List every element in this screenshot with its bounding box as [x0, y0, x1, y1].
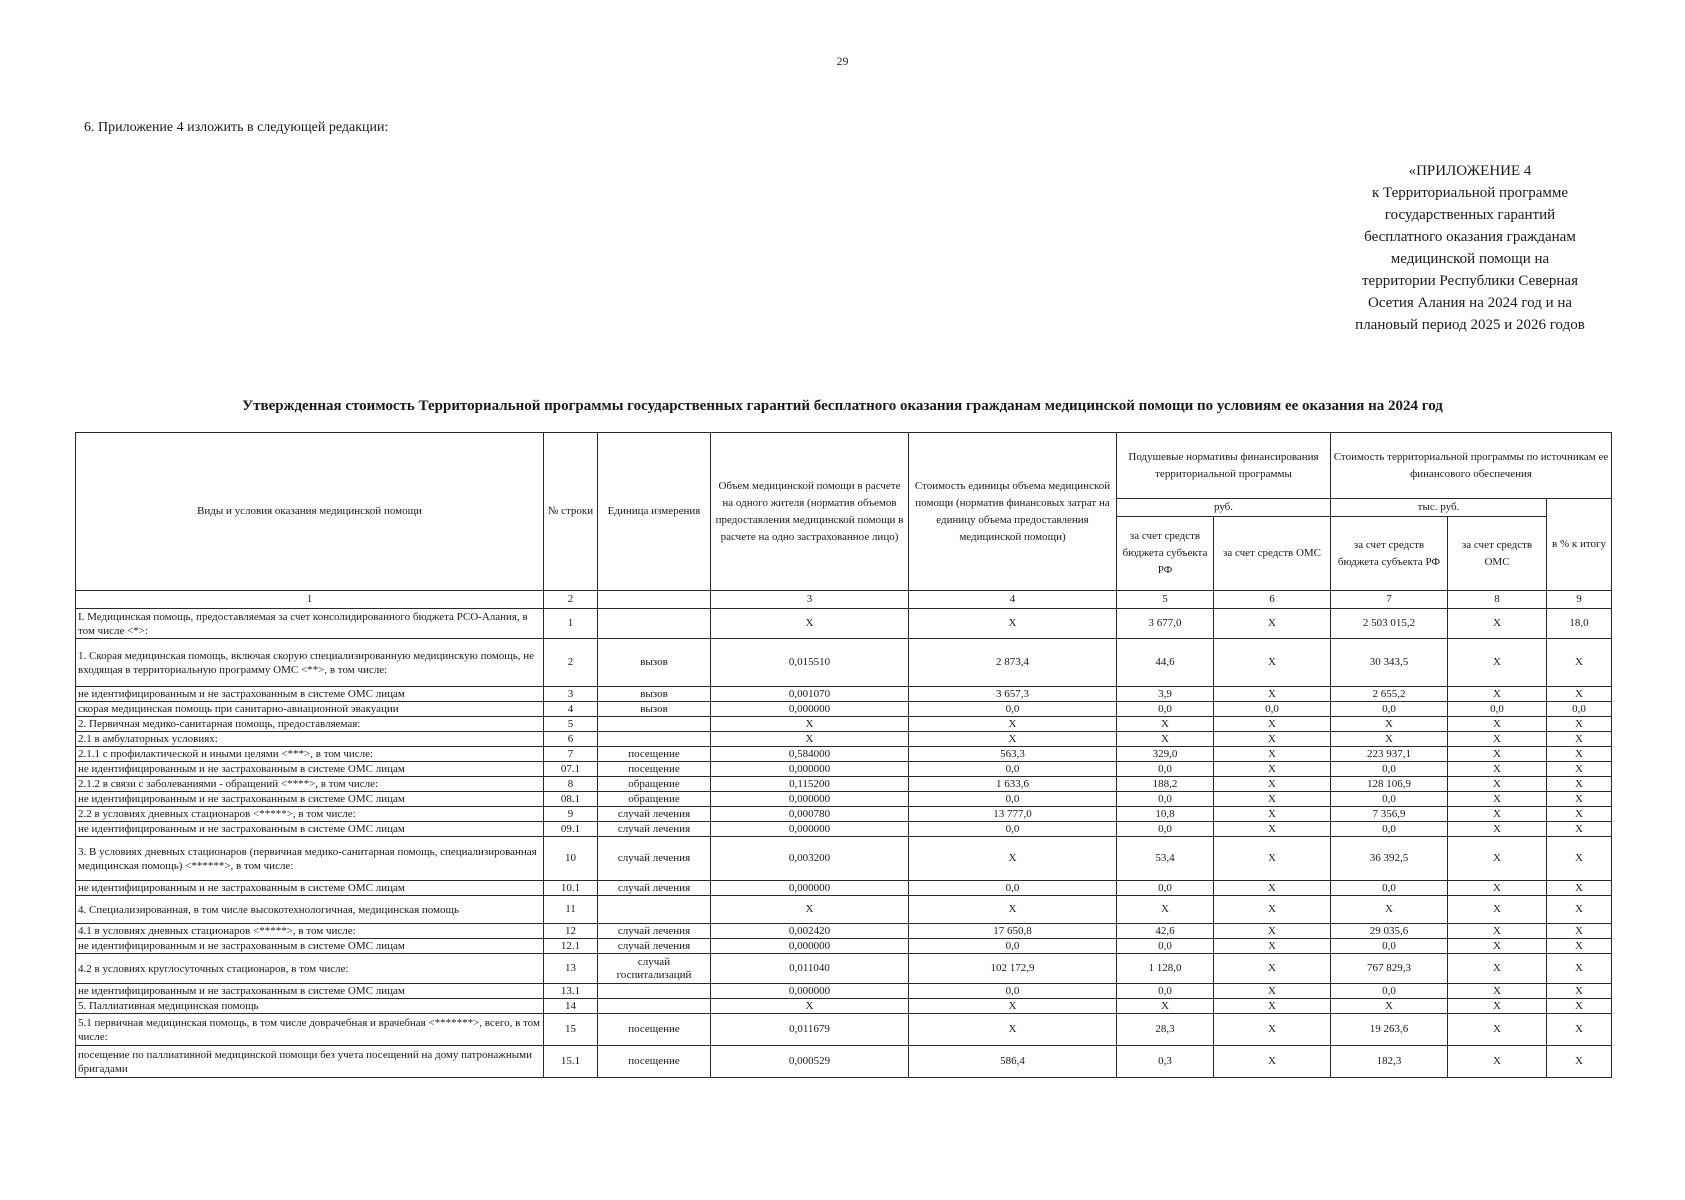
row-volume: 0,000780 [711, 807, 909, 822]
row-oms-total: X [1448, 999, 1547, 1014]
row-oms-total: X [1448, 792, 1547, 807]
row-budget-total: 2 503 015,2 [1331, 609, 1448, 639]
row-unit: посещение [598, 762, 711, 777]
row-unit: вызов [598, 639, 711, 687]
row-oms-total: X [1448, 747, 1547, 762]
row-unit-cost: X [909, 999, 1117, 1014]
row-budget-per-capita: 0,3 [1117, 1046, 1214, 1078]
row-budget-total: 2 655,2 [1331, 687, 1448, 702]
row-budget-total: 223 937,1 [1331, 747, 1448, 762]
row-percent: X [1547, 822, 1612, 837]
row-percent: X [1547, 777, 1612, 792]
row-percent: X [1547, 1046, 1612, 1078]
row-unit-cost: 13 777,0 [909, 807, 1117, 822]
row-description: 2.2 в условиях дневных стационаров <*****>, в том числе: [76, 807, 544, 822]
row-unit: обращение [598, 777, 711, 792]
row-oms-total: X [1448, 881, 1547, 896]
row-unit: случай лечения [598, 924, 711, 939]
row-description: 2.1.2 в связи с заболеваниями - обращений <****>, в том числе: [76, 777, 544, 792]
row-percent: X [1547, 687, 1612, 702]
row-budget-per-capita: 0,0 [1117, 939, 1214, 954]
row-unit: вызов [598, 687, 711, 702]
row-percent: X [1547, 939, 1612, 954]
row-unit-cost: 586,4 [909, 1046, 1117, 1078]
row-volume: X [711, 717, 909, 732]
row-oms-total: X [1448, 777, 1547, 792]
column-number: 9 [1547, 591, 1612, 609]
column-number: 6 [1214, 591, 1331, 609]
row-number: 12.1 [544, 939, 598, 954]
row-volume: 0,002420 [711, 924, 909, 939]
row-number: 5 [544, 717, 598, 732]
row-percent: X [1547, 807, 1612, 822]
row-budget-total: 30 343,5 [1331, 639, 1448, 687]
row-budget-total: 7 356,9 [1331, 807, 1448, 822]
row-unit: вызов [598, 702, 711, 717]
row-percent: X [1547, 924, 1612, 939]
row-oms-total: X [1448, 639, 1547, 687]
row-oms-total: X [1448, 837, 1547, 881]
row-oms-total: X [1448, 924, 1547, 939]
header-thousand-rub: тыс. руб. [1331, 499, 1547, 517]
row-unit-cost: X [909, 717, 1117, 732]
table-row [76, 732, 1612, 747]
row-budget-total: 19 263,6 [1331, 1014, 1448, 1046]
header-kinds: Виды и условия оказания медицинской помощи [76, 433, 544, 591]
header-rub: руб. [1117, 499, 1331, 517]
row-number: 10 [544, 837, 598, 881]
row-oms-per-capita: X [1214, 609, 1331, 639]
row-oms-per-capita: X [1214, 807, 1331, 822]
row-description: I. Медицинская помощь, предоставляемая за счет консолидированного бюджета РСО-Алания, в том числе <*>: [76, 609, 544, 639]
table-row [76, 924, 1612, 939]
row-number: 9 [544, 807, 598, 822]
row-oms-total: X [1448, 732, 1547, 747]
row-oms-total: X [1448, 687, 1547, 702]
table-row [76, 1046, 1612, 1078]
row-volume: 0,011679 [711, 1014, 909, 1046]
column-number [598, 591, 711, 609]
row-oms-per-capita: X [1214, 1046, 1331, 1078]
row-oms-per-capita: X [1214, 999, 1331, 1014]
row-oms-total: X [1448, 762, 1547, 777]
page-number: 29 [836, 54, 849, 68]
row-oms-total: 0,0 [1448, 702, 1547, 717]
row-unit [598, 732, 711, 747]
row-description: 5. Паллиативная медицинская помощь [76, 999, 544, 1014]
row-volume: 0,000000 [711, 702, 909, 717]
row-unit-cost: X [909, 609, 1117, 639]
row-budget-per-capita: 0,0 [1117, 881, 1214, 896]
row-number: 6 [544, 732, 598, 747]
appendix-line: Осетия Алания на 2024 год и на [1367, 295, 1573, 311]
table-row [76, 881, 1612, 896]
row-oms-per-capita: X [1214, 881, 1331, 896]
intro-text: 6. Приложение 4 изложить в следующей редакции: [84, 120, 389, 135]
row-description: 2. Первичная медико-санитарная помощь, предоставляемая: [76, 717, 544, 732]
header-program-cost-group: Стоимость территориальной программы по источникам ее финансового обеспечения [1331, 433, 1612, 499]
row-budget-per-capita: 0,0 [1117, 984, 1214, 999]
row-unit: случай лечения [598, 837, 711, 881]
row-budget-per-capita: 0,0 [1117, 822, 1214, 837]
table-row [76, 687, 1612, 702]
appendix-header [1320, 160, 1620, 336]
row-volume: 0,001070 [711, 687, 909, 702]
row-description: 2.1 в амбулаторных условиях: [76, 732, 544, 747]
row-unit-cost: 17 650,8 [909, 924, 1117, 939]
row-volume: 0,000000 [711, 822, 909, 837]
row-description: 1. Скорая медицинская помощь, включая скорую специализированную медицинскую помощь, не входящая в территориальную программу ОМС <**>, в том числе: [76, 639, 544, 687]
row-oms-total: X [1448, 822, 1547, 837]
row-number: 15.1 [544, 1046, 598, 1078]
row-budget-total: X [1331, 896, 1448, 924]
table-row [76, 717, 1612, 732]
row-budget-per-capita: 3 677,0 [1117, 609, 1214, 639]
row-unit-cost: X [909, 896, 1117, 924]
row-unit: случай госпитализаций [598, 954, 711, 984]
column-number: 3 [711, 591, 909, 609]
row-unit-cost: 0,0 [909, 939, 1117, 954]
row-oms-per-capita: X [1214, 822, 1331, 837]
row-budget-total: 0,0 [1331, 984, 1448, 999]
row-oms-per-capita: 0,0 [1214, 702, 1331, 717]
row-budget-total: 0,0 [1331, 939, 1448, 954]
row-budget-per-capita: X [1117, 732, 1214, 747]
header-unit: Единица измерения [598, 433, 711, 591]
header-oms-thousand: за счет средств ОМС [1448, 517, 1547, 591]
header-unit-cost: Стоимость единицы объема медицинской помощи (норматив финансовых затрат на единицу объема предоставления медицинской помощи) [909, 433, 1117, 591]
table-row [76, 777, 1612, 792]
row-unit-cost: 0,0 [909, 881, 1117, 896]
row-volume: 0,003200 [711, 837, 909, 881]
row-volume: X [711, 896, 909, 924]
row-percent: X [1547, 954, 1612, 984]
row-description: не идентифицированным и не застрахованным в системе ОМС лицам [76, 881, 544, 896]
header-budget-rub: за счет средств бюджета субъекта РФ [1117, 517, 1214, 591]
row-number: 07.1 [544, 762, 598, 777]
row-description: не идентифицированным и не застрахованным в системе ОМС лицам [76, 822, 544, 837]
row-volume: 0,000529 [711, 1046, 909, 1078]
cost-table [75, 432, 1612, 1078]
column-number: 7 [1331, 591, 1448, 609]
row-unit [598, 984, 711, 999]
table-row [76, 896, 1612, 924]
table-row [76, 807, 1612, 822]
row-unit [598, 717, 711, 732]
row-budget-total: 36 392,5 [1331, 837, 1448, 881]
row-number: 8 [544, 777, 598, 792]
row-budget-per-capita: X [1117, 717, 1214, 732]
row-description: не идентифицированным и не застрахованным в системе ОМС лицам [76, 792, 544, 807]
row-budget-total: 0,0 [1331, 792, 1448, 807]
table-row [76, 999, 1612, 1014]
row-percent: X [1547, 881, 1612, 896]
row-budget-per-capita: 0,0 [1117, 792, 1214, 807]
row-unit [598, 999, 711, 1014]
column-number-row [76, 591, 1612, 609]
row-oms-total: X [1448, 939, 1547, 954]
table-title: Утвержденная стоимость Территориальной программы государственных гарантий бесплатного оказания гражданам медицинской помощи по условиям ее оказания на 2024 год [242, 398, 1443, 414]
row-percent: 0,0 [1547, 702, 1612, 717]
row-oms-per-capita: X [1214, 984, 1331, 999]
row-number: 13 [544, 954, 598, 984]
header-volume: Объем медицинской помощи в расчете на одного жителя (норматив объемов предоставления медицинской помощи в расчете на одно застрахованное лицо) [711, 433, 909, 591]
row-number: 11 [544, 896, 598, 924]
row-volume: 0,011040 [711, 954, 909, 984]
row-percent: X [1547, 747, 1612, 762]
column-number: 5 [1117, 591, 1214, 609]
row-budget-total: 0,0 [1331, 881, 1448, 896]
row-percent: X [1547, 732, 1612, 747]
table-row [76, 747, 1612, 762]
row-unit-cost: 0,0 [909, 822, 1117, 837]
table-row [76, 837, 1612, 881]
row-budget-total: X [1331, 732, 1448, 747]
row-percent: X [1547, 999, 1612, 1014]
row-oms-per-capita: X [1214, 792, 1331, 807]
row-unit: случай лечения [598, 807, 711, 822]
row-volume: 0,000000 [711, 762, 909, 777]
row-oms-per-capita: X [1214, 687, 1331, 702]
row-unit-cost: 0,0 [909, 984, 1117, 999]
table-row [76, 609, 1612, 639]
row-unit: случай лечения [598, 939, 711, 954]
row-volume: 0,584000 [711, 747, 909, 762]
row-budget-total: 0,0 [1331, 822, 1448, 837]
row-description: 3. В условиях дневных стационаров (первичная медико-санитарная помощь, специализированная медицинская помощь) <******>, в том числе: [76, 837, 544, 881]
row-volume: 0,015510 [711, 639, 909, 687]
row-unit: случай лечения [598, 822, 711, 837]
row-oms-total: X [1448, 1046, 1547, 1078]
row-description: не идентифицированным и не застрахованным в системе ОМС лицам [76, 939, 544, 954]
table-row [76, 639, 1612, 687]
row-volume: X [711, 732, 909, 747]
row-description: скорая медицинская помощь при санитарно-авиационной эвакуации [76, 702, 544, 717]
row-unit-cost: 1 633,6 [909, 777, 1117, 792]
row-budget-per-capita: X [1117, 999, 1214, 1014]
header-per-capita-group: Подушевые нормативы финансирования территориальной программы [1117, 433, 1331, 499]
row-oms-per-capita: X [1214, 924, 1331, 939]
row-oms-total: X [1448, 609, 1547, 639]
row-oms-per-capita: X [1214, 762, 1331, 777]
row-unit-cost: 3 657,3 [909, 687, 1117, 702]
row-oms-per-capita: X [1214, 954, 1331, 984]
row-number: 13.1 [544, 984, 598, 999]
row-unit-cost: 0,0 [909, 792, 1117, 807]
table-row [76, 984, 1612, 999]
row-unit-cost: 0,0 [909, 702, 1117, 717]
row-volume: X [711, 999, 909, 1014]
row-number: 1 [544, 609, 598, 639]
row-description: 4. Специализированная, в том числе высокотехнологичная, медицинская помощь [76, 896, 544, 924]
appendix-line: медицинской помощи на [1390, 251, 1550, 267]
header-budget-thousand: за счет средств бюджета субъекта РФ [1331, 517, 1448, 591]
row-oms-total: X [1448, 896, 1547, 924]
row-budget-total: 29 035,6 [1331, 924, 1448, 939]
table-row [76, 822, 1612, 837]
row-unit-cost: 0,0 [909, 762, 1117, 777]
row-budget-total: 0,0 [1331, 762, 1448, 777]
row-number: 08.1 [544, 792, 598, 807]
row-oms-total: X [1448, 717, 1547, 732]
row-oms-per-capita: X [1214, 777, 1331, 792]
row-percent: X [1547, 762, 1612, 777]
header-row-number: № строки [544, 433, 598, 591]
row-unit-cost: 563,3 [909, 747, 1117, 762]
table-row [76, 702, 1612, 717]
row-percent: X [1547, 896, 1612, 924]
row-percent: X [1547, 717, 1612, 732]
row-percent: X [1547, 1014, 1612, 1046]
row-description: не идентифицированным и не застрахованным в системе ОМС лицам [76, 762, 544, 777]
table-row [76, 1014, 1612, 1046]
row-budget-per-capita: 1 128,0 [1117, 954, 1214, 984]
row-budget-per-capita: 53,4 [1117, 837, 1214, 881]
appendix-line: государственных гарантий [1384, 207, 1556, 223]
row-unit [598, 609, 711, 639]
row-description: посещение по паллиативной медицинской помощи без учета посещений на дому патронажными бригадами [76, 1046, 544, 1078]
row-volume: X [711, 609, 909, 639]
row-percent: X [1547, 639, 1612, 687]
row-unit: обращение [598, 792, 711, 807]
table-row [76, 954, 1612, 984]
row-oms-per-capita: X [1214, 939, 1331, 954]
row-budget-total: 182,3 [1331, 1046, 1448, 1078]
header-oms-rub: за счет средств ОМС [1214, 517, 1331, 591]
row-unit-cost: X [909, 732, 1117, 747]
row-percent: X [1547, 984, 1612, 999]
row-unit-cost: X [909, 1014, 1117, 1046]
appendix-line: к Территориальной программе [1371, 185, 1569, 201]
row-oms-total: X [1448, 807, 1547, 822]
row-volume: 0,115200 [711, 777, 909, 792]
row-unit: посещение [598, 1014, 711, 1046]
row-percent: 18,0 [1547, 609, 1612, 639]
row-unit-cost: X [909, 837, 1117, 881]
row-description: 5.1 первичная медицинская помощь, в том числе доврачебная и врачебная <*******>, всего, в том числе: [76, 1014, 544, 1046]
row-number: 4 [544, 702, 598, 717]
row-budget-total: X [1331, 999, 1448, 1014]
row-volume: 0,000000 [711, 881, 909, 896]
row-volume: 0,000000 [711, 792, 909, 807]
row-percent: X [1547, 792, 1612, 807]
row-unit [598, 896, 711, 924]
table-row [76, 792, 1612, 807]
row-oms-total: X [1448, 984, 1547, 999]
row-budget-total: 767 829,3 [1331, 954, 1448, 984]
row-budget-per-capita: 0,0 [1117, 762, 1214, 777]
column-number: 2 [544, 591, 598, 609]
row-oms-per-capita: X [1214, 896, 1331, 924]
header-percent-total: в % к итогу [1547, 499, 1612, 591]
row-number: 10.1 [544, 881, 598, 896]
row-budget-per-capita: 42,6 [1117, 924, 1214, 939]
row-oms-total: X [1448, 1014, 1547, 1046]
row-unit: случай лечения [598, 881, 711, 896]
row-oms-per-capita: X [1214, 639, 1331, 687]
row-budget-total: 128 106,9 [1331, 777, 1448, 792]
row-budget-per-capita: 0,0 [1117, 702, 1214, 717]
row-volume: 0,000000 [711, 984, 909, 999]
column-number: 8 [1448, 591, 1547, 609]
row-volume: 0,000000 [711, 939, 909, 954]
row-number: 12 [544, 924, 598, 939]
row-budget-per-capita: 329,0 [1117, 747, 1214, 762]
row-unit: посещение [598, 747, 711, 762]
row-oms-per-capita: X [1214, 837, 1331, 881]
row-unit-cost: 2 873,4 [909, 639, 1117, 687]
appendix-line: «ПРИЛОЖЕНИЕ 4 [1408, 163, 1532, 179]
row-oms-per-capita: X [1214, 717, 1331, 732]
row-budget-per-capita: 28,3 [1117, 1014, 1214, 1046]
row-description: не идентифицированным и не застрахованным в системе ОМС лицам [76, 984, 544, 999]
row-unit-cost: 102 172,9 [909, 954, 1117, 984]
row-oms-per-capita: X [1214, 747, 1331, 762]
row-description: 2.1.1 с профилактической и иными целями <***>, в том числе: [76, 747, 544, 762]
row-number: 2 [544, 639, 598, 687]
row-budget-per-capita: 10,8 [1117, 807, 1214, 822]
row-number: 7 [544, 747, 598, 762]
appendix-line: плановый период 2025 и 2026 годов [1355, 317, 1585, 333]
row-budget-per-capita: 3,9 [1117, 687, 1214, 702]
row-oms-per-capita: X [1214, 732, 1331, 747]
row-budget-total: 0,0 [1331, 702, 1448, 717]
column-number: 4 [909, 591, 1117, 609]
row-description: 4.1 в условиях дневных стационаров <*****>, в том числе: [76, 924, 544, 939]
row-budget-per-capita: 188,2 [1117, 777, 1214, 792]
column-number: 1 [76, 591, 544, 609]
row-unit: посещение [598, 1046, 711, 1078]
row-budget-total: X [1331, 717, 1448, 732]
row-budget-per-capita: X [1117, 896, 1214, 924]
row-number: 15 [544, 1014, 598, 1046]
row-description: не идентифицированным и не застрахованным в системе ОМС лицам [76, 687, 544, 702]
table-row [76, 939, 1612, 954]
row-number: 3 [544, 687, 598, 702]
row-number: 09.1 [544, 822, 598, 837]
appendix-line: бесплатного оказания гражданам [1364, 229, 1576, 245]
row-percent: X [1547, 837, 1612, 881]
row-number: 14 [544, 999, 598, 1014]
row-oms-total: X [1448, 954, 1547, 984]
row-oms-per-capita: X [1214, 1014, 1331, 1046]
appendix-line: территории Республики Северная [1362, 273, 1578, 289]
table-row [76, 762, 1612, 777]
row-budget-per-capita: 44,6 [1117, 639, 1214, 687]
row-description: 4.2 в условиях круглосуточных стационаров, в том числе: [76, 954, 544, 984]
